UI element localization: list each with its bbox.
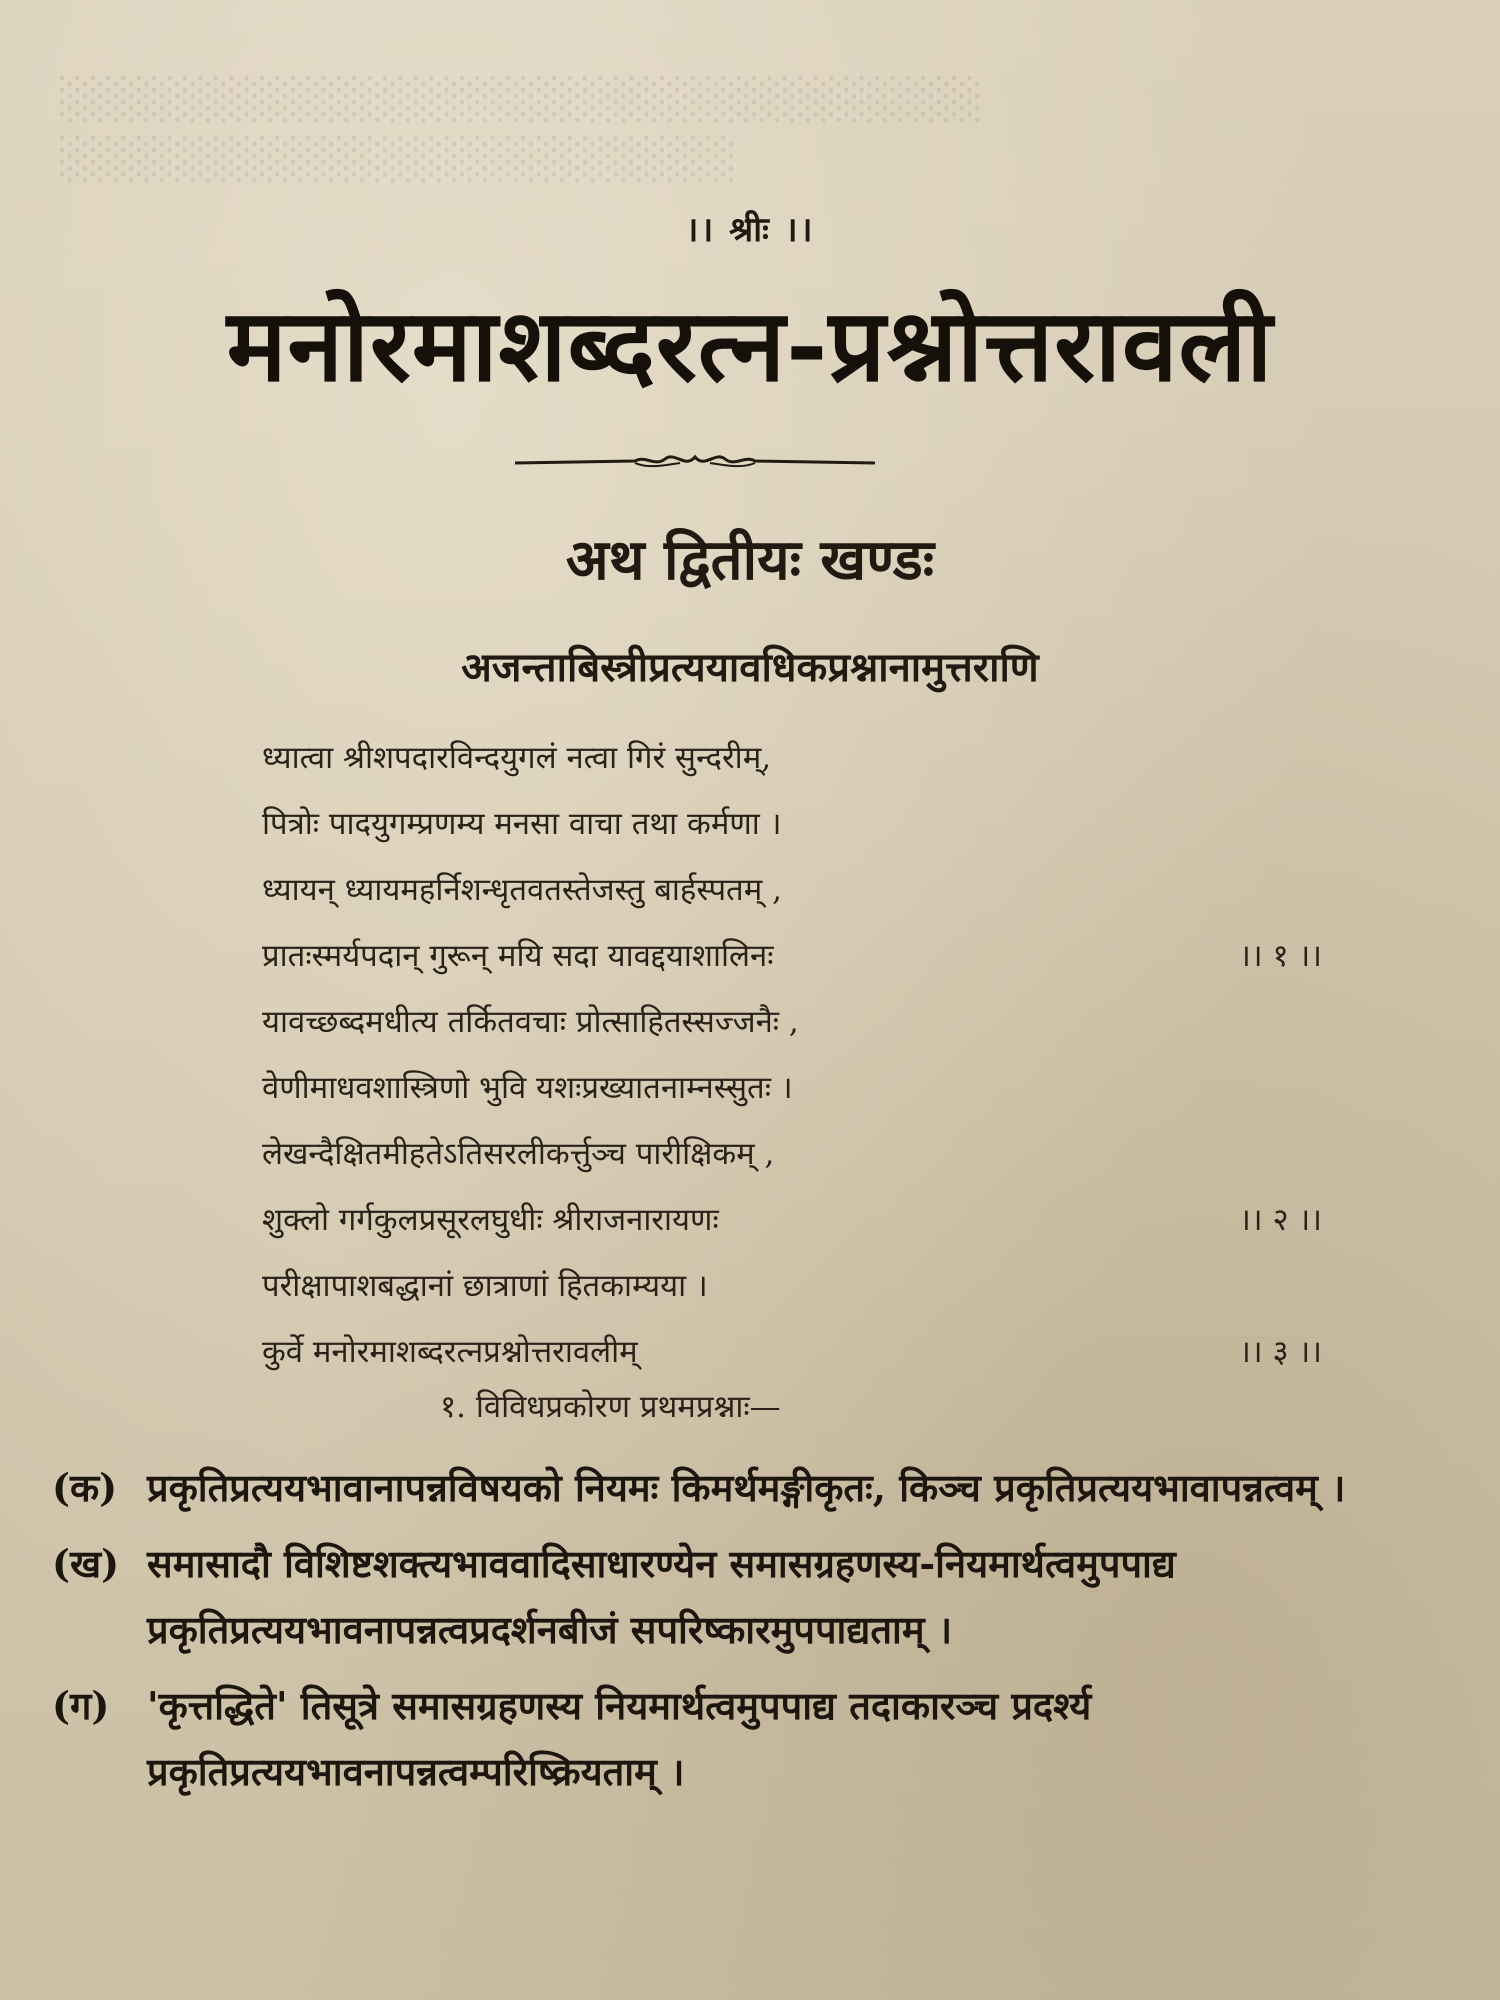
verse-text: प्रातःस्मर्यपदान् गुरून् मयि सदा यावद्दयाशालिनः <box>262 938 774 974</box>
verse-text: यावच्छब्दमधीत्य तर्कितवचाः प्रोत्साहितस्सज्जनैः , <box>262 1004 799 1040</box>
question-item <box>52 1455 1450 1521</box>
section-subheading: अजन्ताबिस्त्रीप्रत्ययावधिकप्रश्नानामुत्तराणि <box>461 644 1039 691</box>
verse-text: कुर्वे मनोरमाशब्दरत्नप्रश्नोत्तरावलीम् <box>262 1334 638 1370</box>
question-item <box>52 1531 1450 1663</box>
verse-line <box>262 923 1322 989</box>
verse-number: ।। १ ।। <box>1239 938 1322 974</box>
verse-line <box>262 857 1322 923</box>
verse-line <box>262 1121 1322 1187</box>
page-title: मनोरमाशब्दरत्न-प्रश्नोत्तरावली <box>226 286 1274 404</box>
question-item <box>52 1673 1450 1805</box>
verse-number <box>1302 725 1322 791</box>
verse-number <box>1302 791 1322 857</box>
verse-line <box>262 1187 1322 1253</box>
ornamental-divider <box>515 447 875 475</box>
verse-line <box>262 791 1322 857</box>
verse-number <box>1302 1055 1322 1121</box>
verse-number: ।। २ ।। <box>1239 1202 1322 1238</box>
verse-block <box>262 725 1322 1385</box>
questions-heading: १. विविधप्रकोरण प्रथमप्रश्नाः— <box>440 1389 781 1425</box>
verse-text: परीक्षापाशबद्धानां छात्राणां हितकाम्यया । <box>262 1268 708 1304</box>
question-list <box>52 1455 1450 1815</box>
question-text: 'कृत्तद्धिते' तिसूत्रे समासग्रहणस्य नियमार्थत्वमुपपाद्य तदाकारञ्च प्रदर्श्य प्रकृतिप्रत्ययभावनापन्नत्वम्परिष्क्रियताम् । <box>147 1683 1092 1794</box>
invocation: ।। श्रीः ।। <box>685 210 815 250</box>
question-text: प्रकृतिप्रत्ययभावानापन्नविषयको नियमः किमर्थमङ्गीकृतः, किञ्च प्रकृतिप्रत्ययभावापन्नत्वम् । <box>147 1465 1346 1510</box>
question-marker: (ख) <box>52 1541 120 1586</box>
verse-text: ध्यात्वा श्रीशपदारविन्दयुगलं नत्वा गिरं सुन्दरीम्, <box>262 740 772 776</box>
verse-text: पित्रोः पादयुगम्प्रणम्य मनसा वाचा तथा कर्मणा । <box>262 806 782 842</box>
verse-number <box>1302 989 1322 1055</box>
verse-line <box>262 725 1322 791</box>
verse-number <box>1302 857 1322 923</box>
section-heading: अथ द्वितीयः खण्डः <box>565 527 935 593</box>
question-marker: (ग) <box>52 1683 110 1728</box>
verse-text: ध्यायन् ध्यायमहर्निशन्धृतवतस्तेजस्तु बार्हस्पतम् , <box>262 872 782 908</box>
question-marker: (क) <box>52 1465 118 1510</box>
verse-text: वेणीमाधवशास्त्रिणो भुवि यशःप्रख्यातनाम्नस्सुतः । <box>262 1070 793 1106</box>
verse-line <box>262 1253 1322 1319</box>
verse-line <box>262 1319 1322 1385</box>
question-text: समासादौ विशिष्टशक्त्यभाववादिसाधारण्येन समासग्रहणस्य-नियमार्थत्वमुपपाद्य प्रकृतिप्रत्ययभावनापन्नत्वप्रदर्शनबीजं सपरिष्कारमुपपाद्यताम् । <box>147 1541 1176 1652</box>
verse-number <box>1302 1253 1322 1319</box>
verse-number <box>1302 1121 1322 1187</box>
verse-number: ।। ३ ।। <box>1239 1334 1322 1370</box>
verse-text: शुक्लो गर्गकुलप्रसूरलघुधीः श्रीराजनारायणः <box>262 1202 719 1238</box>
verse-text: लेखन्दैक्षितमीहतेऽतिसरलीकर्त्तुञ्च पारीक्षिकम् , <box>262 1136 775 1172</box>
verse-line <box>262 1055 1322 1121</box>
verse-line <box>262 989 1322 1055</box>
bleed-through-text: ░░░░░░░░░░░░░░░░░░░░░░░░░░░░░░ ░░░░░░░░░░░░░░░░░░░░░░ <box>60 77 983 183</box>
